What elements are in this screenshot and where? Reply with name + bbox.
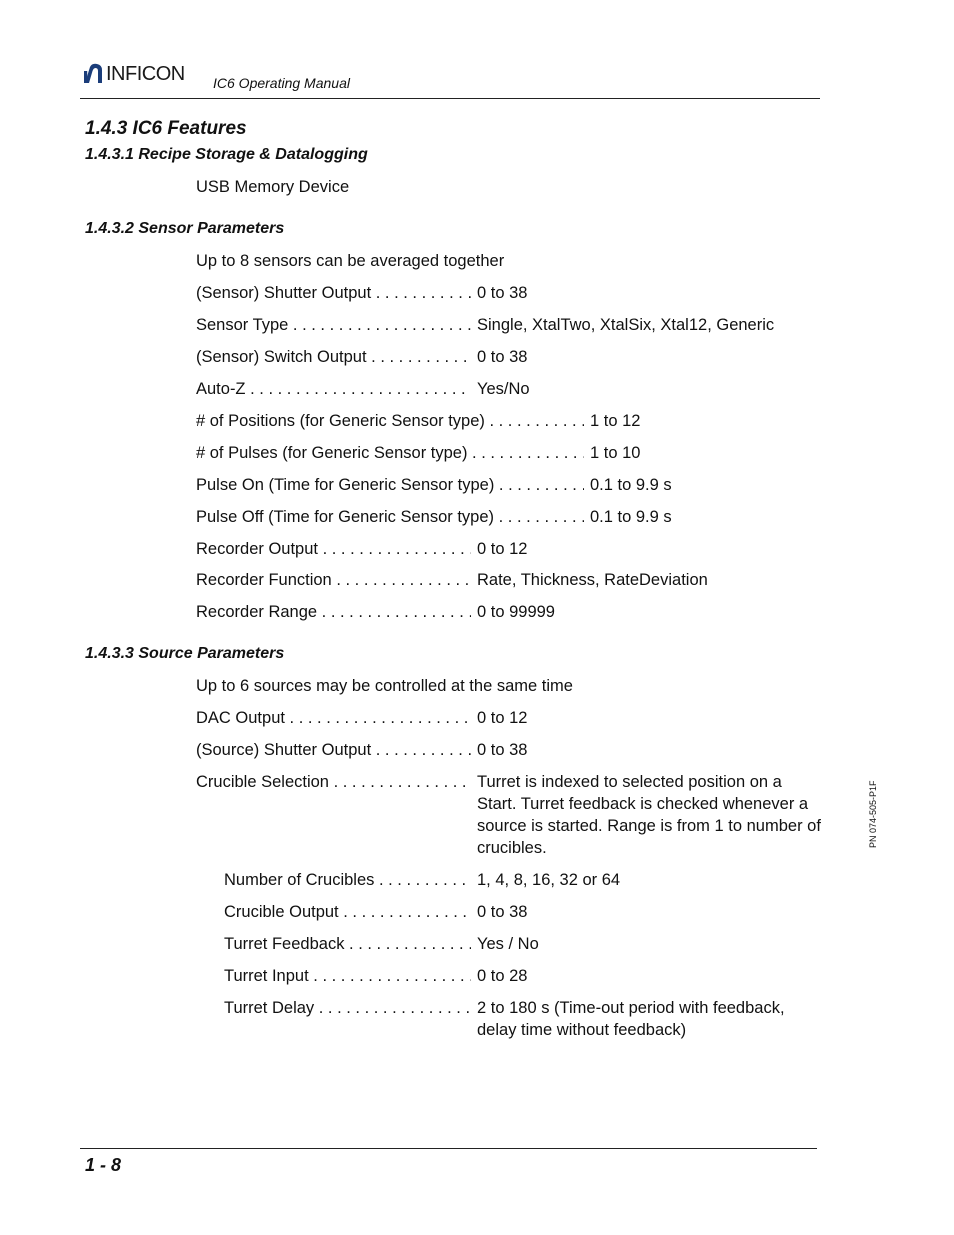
footer-rule [80, 1148, 817, 1149]
param-label: (Sensor) Switch Output . . . [196, 346, 471, 368]
sensor-heading: 1.4.3.2 Sensor Parameters [85, 220, 285, 237]
param-label: Auto-Z . . . [196, 378, 471, 400]
param-label: (Source) Shutter Output . . . [196, 739, 471, 761]
part-number: PN 074-505-P1F [868, 780, 878, 848]
param-label: Pulse Off (Time for Generic Sensor type) . . . [196, 506, 584, 528]
param-value: 0 to 12 [477, 709, 528, 727]
inficon-logo [82, 60, 185, 84]
param-label: # of Positions (for Generic Sensor type) . . . [196, 410, 584, 432]
param-label: DAC Output . . . [196, 707, 471, 729]
sensor-intro: Up to 8 sensors can be averaged together [196, 252, 505, 270]
page-number: 1 - 8 [85, 1155, 122, 1175]
document-title: IC6 Operating Manual [213, 75, 350, 91]
inficon-mark-icon [82, 62, 104, 84]
param-label: (Sensor) Shutter Output . . . [196, 282, 471, 304]
param-label: Crucible Selection . . . [196, 771, 471, 793]
param-label: Recorder Function . . . [196, 569, 471, 591]
param-label: Crucible Output . . . [224, 901, 471, 923]
param-value: Yes / No [477, 935, 539, 953]
param-label: Turret Input . . . [224, 965, 471, 987]
param-label: Turret Delay . . . [224, 997, 471, 1019]
param-value: 0.1 to 9.9 s [590, 508, 672, 526]
param-value: 0 to 38 [477, 284, 528, 302]
header-rule [80, 98, 820, 99]
param-value: 0 to 38 [477, 348, 528, 366]
param-label: Recorder Output . . . [196, 538, 471, 560]
param-value: 0 to 38 [477, 741, 528, 759]
param-value: Single, XtalTwo, XtalSix, Xtal12, Generic [477, 316, 775, 334]
param-value: Yes/No [477, 380, 530, 398]
param-value: Turret is indexed to selected position on a Start. Turret feedback is checked whenever a source is started. Range is from 1 to number of crucibles. [477, 773, 821, 857]
param-label: Recorder Range . . . [196, 601, 471, 623]
param-label: # of Pulses (for Generic Sensor type) . . . [196, 442, 584, 464]
param-value: 1 to 12 [590, 412, 641, 430]
param-value: 0 to 28 [477, 967, 528, 985]
param-value: 0 to 99999 [477, 603, 555, 621]
logo-text: INFICON [106, 63, 185, 85]
param-label: Number of Crucibles . . . [224, 869, 471, 891]
param-value: 1 to 10 [590, 444, 641, 462]
param-value: 0 to 38 [477, 903, 528, 921]
param-value: 2 to 180 s (Time-out period with feedback, delay time without feedback) [477, 999, 785, 1039]
param-label: Pulse On (Time for Generic Sensor type) . . . [196, 474, 584, 496]
recipe-heading: 1.4.3.1 Recipe Storage & Datalogging [85, 146, 368, 163]
param-value: 0 to 12 [477, 540, 528, 558]
recipe-text: USB Memory Device [196, 178, 350, 196]
source-heading: 1.4.3.3 Source Parameters [85, 645, 285, 662]
param-value: Rate, Thickness, RateDeviation [477, 571, 708, 589]
source-intro: Up to 6 sources may be controlled at the same time [196, 677, 573, 695]
param-label: Sensor Type . . . [196, 314, 471, 336]
param-label: Turret Feedback . . . [224, 933, 471, 955]
param-value: 0.1 to 9.9 s [590, 476, 672, 494]
section-heading: 1.4.3 IC6 Features [85, 118, 247, 139]
param-value: 1, 4, 8, 16, 32 or 64 [477, 871, 621, 889]
